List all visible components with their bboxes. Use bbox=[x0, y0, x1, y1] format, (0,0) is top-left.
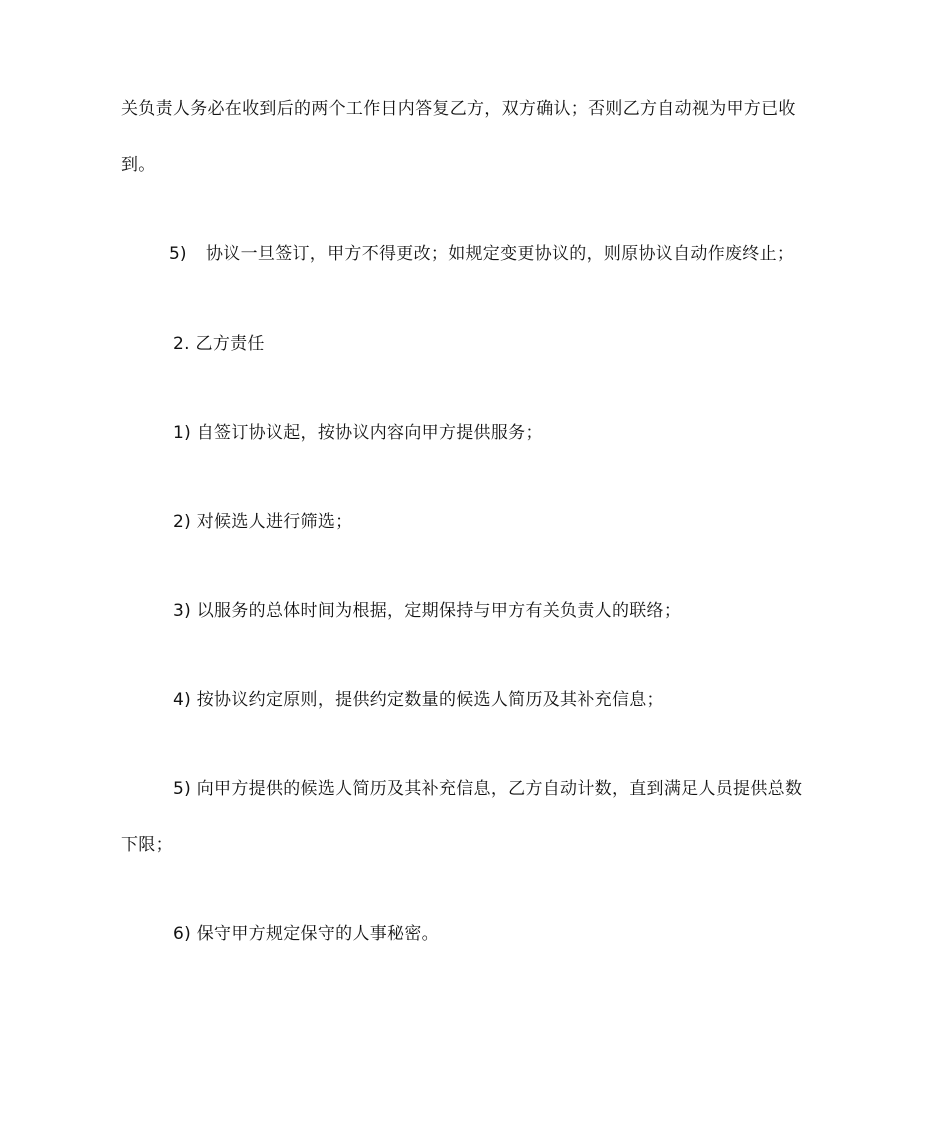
party-a-item-text: 协议一旦签订，甲方不得更改；如规定变更协议的，则原协议自动作废终止； bbox=[206, 244, 795, 264]
section-heading: 2. 乙方责任 bbox=[173, 334, 265, 354]
party-a-item-number: 5) bbox=[169, 244, 187, 264]
list-item-continuation: 下限； bbox=[121, 835, 173, 855]
list-item: 3) 以服务的总体时间为根据，定期保持与甲方有关负责人的联络； bbox=[173, 601, 682, 621]
paragraph-line: 关负责人务必在收到后的两个工作日内答复乙方，双方确认；否则乙方自动视为甲方已收 bbox=[121, 99, 796, 119]
list-item: 2) 对候选人进行筛选； bbox=[173, 512, 353, 532]
list-item: 1) 自签订协议起，按协议内容向甲方提供服务； bbox=[173, 423, 543, 443]
paragraph-line: 到。 bbox=[121, 155, 156, 175]
list-item: 4) 按协议约定原则，提供约定数量的候选人简历及其补充信息； bbox=[173, 690, 664, 710]
list-item: 5) 向甲方提供的候选人简历及其补充信息，乙方自动计数，直到满足人员提供总数 bbox=[173, 779, 803, 799]
list-item: 6) 保守甲方规定保守的人事秘密。 bbox=[173, 924, 439, 944]
